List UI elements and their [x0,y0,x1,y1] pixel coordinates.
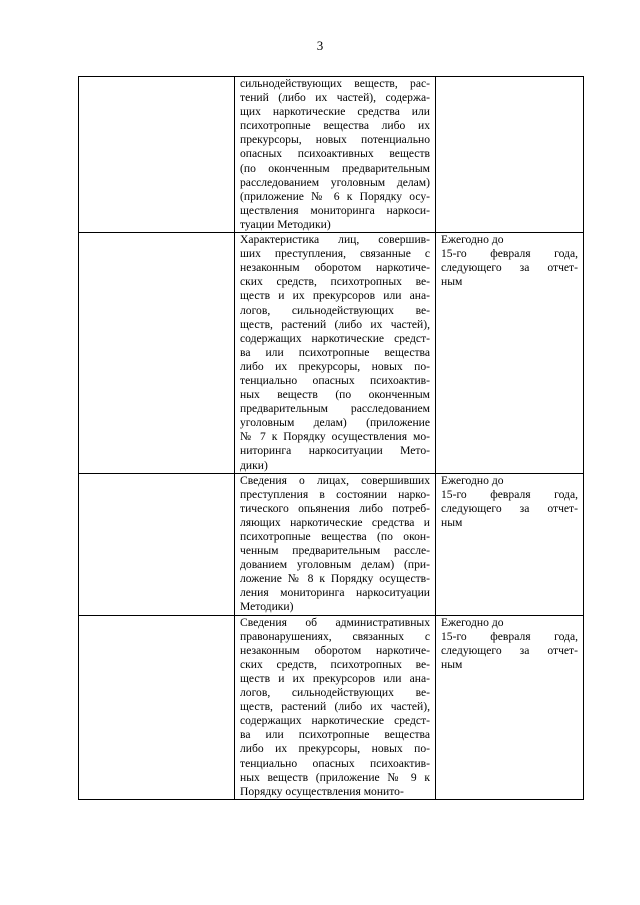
number-cell [79,77,235,233]
deadline-line: ным [441,657,463,671]
description-line: ва или психотропные вещества [240,728,430,742]
description-line: Сведения о лицах, совершивших [240,473,430,487]
description-line: психотропные вещества (по окон- [240,530,430,543]
description-line: расследованием уголовным делам) [240,175,430,189]
description-line: ществ, растений (либо их частей), [240,700,430,714]
description-line: ществ, растений (либо их частей), [240,317,430,331]
description-line: (приложение № 6 к Порядку осу- [240,189,430,203]
description-line: ниторинга наркоситуации Мето- [240,444,430,458]
description-line: дованием уголовным делам) (при- [240,558,430,572]
description-line: тического опьянения либо потреб- [240,501,430,515]
description-line: психотропные вещества либо их [240,119,430,133]
description-line: содержащих наркотические средст- [240,714,430,728]
deadline-line: Ежегодно до [441,615,504,629]
table-row [79,615,584,799]
description-line: Порядку осуществления монито- [240,784,404,798]
description-line: опасных психоактивных веществ [240,147,430,161]
deadline-line: следующего за отчет- [441,501,578,515]
description-line: либо их прекурсоры, новых по- [240,742,430,756]
description-line: № 7 к Порядку осуществления мо- [240,430,430,444]
description-line: Методики) [240,600,294,614]
description-line: ществ и их прекурсоров или ана- [240,289,430,303]
deadline-line: 15-го февраля года, [441,247,578,261]
description-line: ществления мониторинга наркоси- [240,203,430,217]
description-line: ления мониторинга наркоситуации [240,586,430,600]
description-line: сильнодействующих веществ, рас- [240,77,430,90]
table-row [79,233,584,474]
description-line: предварительным расследованием [240,402,430,416]
table-row [79,473,584,615]
description-line: ложение № 8 к Порядку осуществ- [240,572,430,586]
description-line: тенциально опасных психоактив- [240,756,430,770]
description-line: либо их прекурсоры, новых по- [240,359,430,373]
number-cell [79,233,235,474]
deadline-line: 15-го февраля года, [441,629,578,643]
page-number: 3 [316,38,324,53]
description-line: тенциально опасных психоактив- [240,373,430,387]
deadline-cell [436,233,584,474]
description-line: логов, сильнодействующих ве- [240,686,430,700]
description-line: ских средств, психотропных ве- [240,275,430,289]
deadline-cell [436,615,584,799]
deadline-line: ным [441,275,463,289]
description-line: ных веществ (приложение № 9 к [240,770,430,784]
description-line: прекурсоры, новых потенциально [240,133,430,147]
description-line: ченным предварительным рассле- [240,544,430,558]
description-cell [235,473,436,615]
description-line: ских средств, психотропных ве- [240,657,430,671]
description-line: ных веществ (по оконченным [240,388,430,402]
description-line: уголовным делам) (приложение [240,416,430,430]
description-line: ших преступления, связанные с [240,247,430,261]
deadline-line: Ежегодно до [441,473,504,487]
description-line: (по оконченным предварительным [240,161,430,175]
description-line: ществ и их прекурсоров или ана- [240,671,430,685]
description-cell [235,615,436,799]
description-line: ва или психотропные вещества [240,345,430,359]
description-line: Сведения об административных [240,615,430,629]
description-line: преступления в состоянии нарко- [240,487,430,501]
description-line: туации Методики) [240,217,331,231]
deadline-cell [436,77,584,233]
number-cell [79,473,235,615]
number-cell [79,615,235,799]
description-line: дики) [240,458,268,472]
description-cell [235,77,436,233]
description-line: содержащих наркотические средст- [240,331,430,345]
table-row [79,77,584,233]
document-table [78,76,584,800]
description-line: правонарушениях, связанных с [240,629,430,643]
deadline-line: следующего за отчет- [441,261,578,275]
deadline-line: следующего за отчет- [441,643,578,657]
deadline-line: Ежегодно до [441,233,504,247]
description-line: логов, сильнодействующих ве- [240,303,430,317]
deadline-line: 15-го февраля года, [441,487,578,501]
description-line: тений (либо их частей), содержа- [240,91,430,105]
description-line: Характеристика лиц, совершив- [240,233,430,247]
deadline-cell [436,473,584,615]
description-line: щих наркотические средства или [240,105,430,119]
deadline-line: ным [441,515,463,529]
description-line: ляющих наркотические средства и [240,515,430,529]
description-line: незаконным оборотом наркотиче- [240,643,430,657]
description-line: незаконным оборотом наркотиче- [240,261,430,275]
description-cell [235,233,436,474]
